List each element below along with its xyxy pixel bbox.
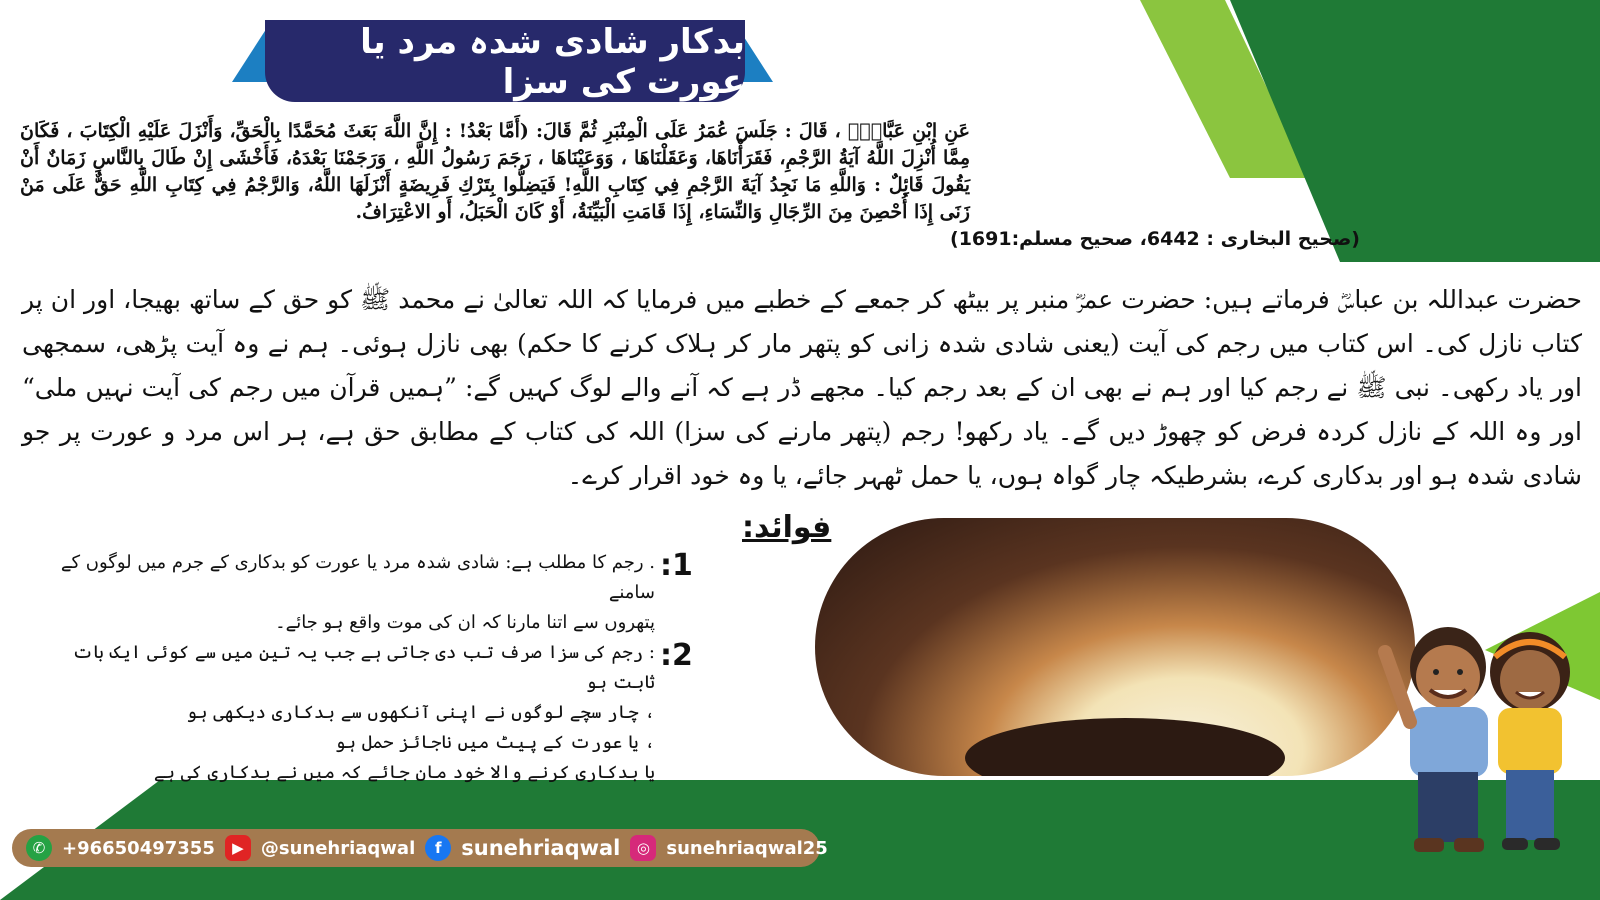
cave-image	[815, 518, 1415, 776]
benefit-line: : رجم کی سزا صرف تب دی جاتی ہے جب یہ تین میں سے کوئی ایک بات ثابت ہو	[72, 642, 655, 693]
benefit-line: پتھروں سے اتنا مارنا کہ ان کی موت واقع ہو جائے۔	[275, 612, 655, 633]
instagram-icon[interactable]: ◎	[630, 835, 656, 861]
benefit-line: ، چار سچے لوگوں نے اپنی آنکھوں سے بدکاری دیکھی ہو	[186, 702, 655, 723]
contact-footer	[12, 829, 828, 867]
benefit-item-2	[30, 638, 700, 788]
benefit-item-1	[30, 548, 700, 638]
benefit-number: :2	[660, 638, 693, 673]
phone-number[interactable]: +96650497355	[62, 837, 215, 859]
benefit-line: ، یا عورت کے پیٹ میں ناجائز حمل ہو	[335, 732, 655, 753]
cave-floor	[965, 718, 1285, 776]
youtube-icon[interactable]: ▶	[225, 835, 251, 861]
youtube-handle[interactable]: @sunehriaqwal	[260, 837, 416, 859]
benefit-line: یا بدکاری کرنے والا خود مان جائے کہ میں نے بدکاری کی ہے	[153, 762, 655, 783]
hadith-reference: (صحیح البخاری : 6442، صحیح مسلم:1691)	[950, 228, 1360, 250]
benefit-number: :1	[660, 548, 693, 583]
facebook-handle[interactable]: sunehriaqwal	[461, 836, 621, 860]
whatsapp-icon[interactable]: ✆	[26, 835, 52, 861]
instagram-handle[interactable]: sunehriaqwal25	[666, 837, 828, 859]
page-title: بدکار شادی شدہ مرد یا عورت کی سزا	[360, 21, 745, 102]
urdu-translation: حضرت عبداللہ بن عباسؓ فرماتے ہیں: حضرت عمرؓ منبر پر بیٹھ کر جمعے کے خطبے میں فرمایا کہ اللہ تعالیٰ نے محمد ﷺ کو حق کے ساتھ بھیجا، اور ان پر کتاب نازل کی۔ اس کتاب میں رجم کی آیت (یعنی شادی شدہ زانی کو پتھر مار کر ہلاک کرنے کا حکم) بھی نازل ہوئی۔ ہم نے وہ آیت پڑھی، سمجھی اور یاد رکھی۔ نبی ﷺ نے رجم کیا اور ہم نے بھی ان کے بعد رجم کیا۔ مجھے ڈر ہے کہ آنے والے لوگ کہیں گے: ”ہمیں قرآن میں رجم کی آیت نہیں ملی“ اور وہ اللہ کے نازل کردہ فرض کو چھوڑ دیں گے۔ یاد رکھو! رجم (پتھر مارنے کی سزا) اللہ کی کتاب کے مطابق حق ہے، ہر اس مرد و عورت پر جو شادی شدہ ہو اور بدکاری کرے، بشرطیکہ چار گواہ ہوں، یا حمل ٹھہر جائے، یا وہ خود اقرار کرے۔	[22, 285, 1583, 490]
benefit-line: . رجم کا مطلب ہے: شادی شدہ مرد یا عورت کو بدکاری کے جرم میں لوگوں کے سامنے	[60, 552, 655, 603]
page-title-banner	[265, 20, 745, 102]
arabic-hadith-text: عَنِ ابْنِ عَبَّاسٍؓ ، قَالَ : جَلَسَ عُمَرُ عَلَى الْمِنْبَرِ ثُمَّ قَالَ: (أَمَّا بَعْدُ! : إِنَّ اللَّهَ بَعَثَ مُحَمَّدًا بِالْحَقِّ، وَأَنْزَلَ عَلَيْهِ الْكِتَابَ ، فَكَانَ مِمَّا أُنْزِلَ اللَّهُ آيَةُ الرَّجْمِ، فَقَرَأْنَاهَا، وَعَقَلْنَاهَا ، وَوَعَيْنَاهَا ، رَجَمَ رَسُولُ اللَّهِ ، وَرَجَمْنَا بَعْدَهُ، فَأَخْشَى إِنْ طَالَ بِالنَّاسِ زَمَانٌ أَنْ يَقُولَ قَائِلٌ : وَاللَّهِ مَا نَجِدُ آيَةَ الرَّجْمِ فِي كِتَابِ اللَّهِ! فَيَضِلُّوا بِتَرْكِ فَرِيضَةٍ أَنْزَلَهَا اللَّهُ، وَالرَّجْمُ فِي كِتَابِ اللَّهِ حَقٌّ عَلَى مَنْ زَنَى إِذَا أُحْصِنَ مِنَ الرِّجَالِ وَالنِّسَاءِ، إِذَا قَامَتِ الْبَيِّنَةُ، أَوْ كَانَ الْحَبَلُ، أَو الاعْتِرَافُ.	[20, 120, 970, 223]
facebook-icon[interactable]: f	[425, 835, 451, 861]
benefits-heading: فوائد:	[742, 510, 832, 545]
children-illustration	[1370, 612, 1590, 862]
